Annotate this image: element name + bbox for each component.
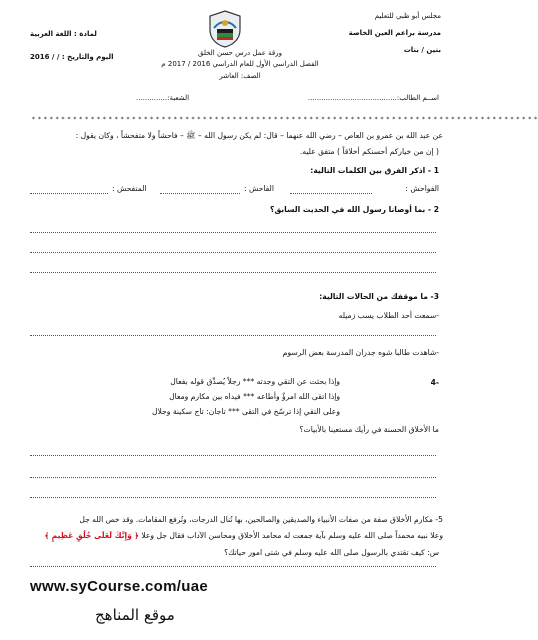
term-fawahish: الفواحش : [405, 184, 439, 193]
site-name: موقع المناهج [95, 606, 175, 624]
answer-line[interactable] [30, 477, 436, 478]
hadith-line-2: ( إن من خياركم أحسنكم أخلاقاً ) متفق عليه. [299, 147, 439, 156]
school-name: مدرسة براعم العين الخاصة [348, 29, 441, 37]
grade-label: الصف: العاشر [219, 72, 261, 80]
question-1-title: 1 - اذكر الفرق بين الكلمات التالية: [310, 166, 439, 175]
question-3-title: 3- ما موقفك من الحالات التالية: [319, 292, 439, 301]
case-1: -سمعت أحد الطلاب يسب زميله [338, 311, 439, 320]
subject-label: لمادة : اللغة العربية [30, 30, 97, 38]
case-2: -شاهدت طالبا شوه جدران المدرسة بعض الرسوم [282, 348, 439, 357]
answer-line[interactable] [290, 193, 372, 194]
school-gender: بنين / بنات [403, 46, 441, 54]
poem-verse-2: وإذا اتقى الله امرؤٌ وأطاعه *** فيداه بين مكارم ومعال [169, 392, 340, 401]
answer-line[interactable] [30, 335, 436, 336]
section-separator: * * * * * * * * * * * * * * * * * * * * * * * * * * * * * * * * * * * * * * * * * * * * * * * * * * * * * * * * * * * * * * * * * * * * * * * * * * * * * * * * * * * * * * [32, 116, 538, 123]
paragraph-line-2 [10, 531, 443, 541]
question-5-number: 5- [435, 515, 443, 524]
question-2-title: 2 - بما أوصانا رسول الله في الحديث السابق؟ [270, 205, 439, 214]
answer-line[interactable] [160, 193, 240, 194]
poem-verse-3: وعلى التقي إذا ترسّخ في التقى *** تاجان: تاج سكينة وجلال [152, 407, 340, 416]
section-field: الشعبة:.............. [136, 94, 190, 102]
paragraph-line-1 [10, 515, 443, 525]
council-name: مجلس أبو ظبي للتعليم [374, 12, 441, 20]
term-mutafahhish: المتفحش : [112, 184, 147, 193]
student-name-field: اســم الطالب:........................................ [307, 94, 439, 102]
answer-line[interactable] [30, 455, 436, 456]
worksheet-title: ورقة عمل درس حسن الخلق [198, 49, 282, 57]
answer-line[interactable] [30, 193, 108, 194]
question-4-prompt: ما الأخلاق الحسنة في رأيك مستعينا بالأبيات؟ [299, 425, 439, 434]
hadith-line-1: عن عبد الله بن عمرو بن العاص – رضي الله عنهما – قال: لم يكن رسول الله – ﷺ – فاحشاً ولا متفحشاً ، وكان يقول : [75, 131, 443, 140]
answer-line[interactable] [30, 232, 436, 233]
date-label: اليوم والتاريخ : / / 2016 [30, 53, 114, 61]
paragraph-text-2: وعلا نبيه محمداً صلى الله عليه وسلم بآية جمعت له محامد الأخلاق ومحاسن الآداب فقال جل وعلا [141, 531, 443, 540]
term-fahish: الفاحش : [244, 184, 274, 193]
answer-line[interactable] [30, 252, 436, 253]
answer-line[interactable] [30, 272, 436, 273]
term-label: الفصل الدراسي الأول للعام الدراسي 2016 / 2017 م [161, 60, 319, 68]
question-5-prompt: س: كيف تقتدي بالرسول صلى الله عليه وسلم في شتى امور حياتك؟ [224, 548, 439, 557]
site-url[interactable]: www.syCourse.com/uae [30, 578, 209, 595]
quran-verse: ﴿ وَإِنَّكَ لَعَلَى خُلُقٍ عَظِيمٍ ﴾ [44, 531, 139, 540]
answer-line[interactable] [30, 497, 436, 498]
answer-line[interactable] [30, 566, 436, 567]
school-logo [208, 10, 242, 52]
paragraph-text-1: مكارم الأخلاق صفة من صفات الأنبياء والصديقين والصالحين، بها تُنال الدرجات، وتُرفع المقامات. وقد خص الله جل [79, 515, 433, 524]
question-4-number: 4- [430, 378, 439, 387]
poem-verse-1: وإذا بحثت عن التقي وجدته *** رجلاً يُصدِّق قوله بفعال [170, 377, 340, 386]
